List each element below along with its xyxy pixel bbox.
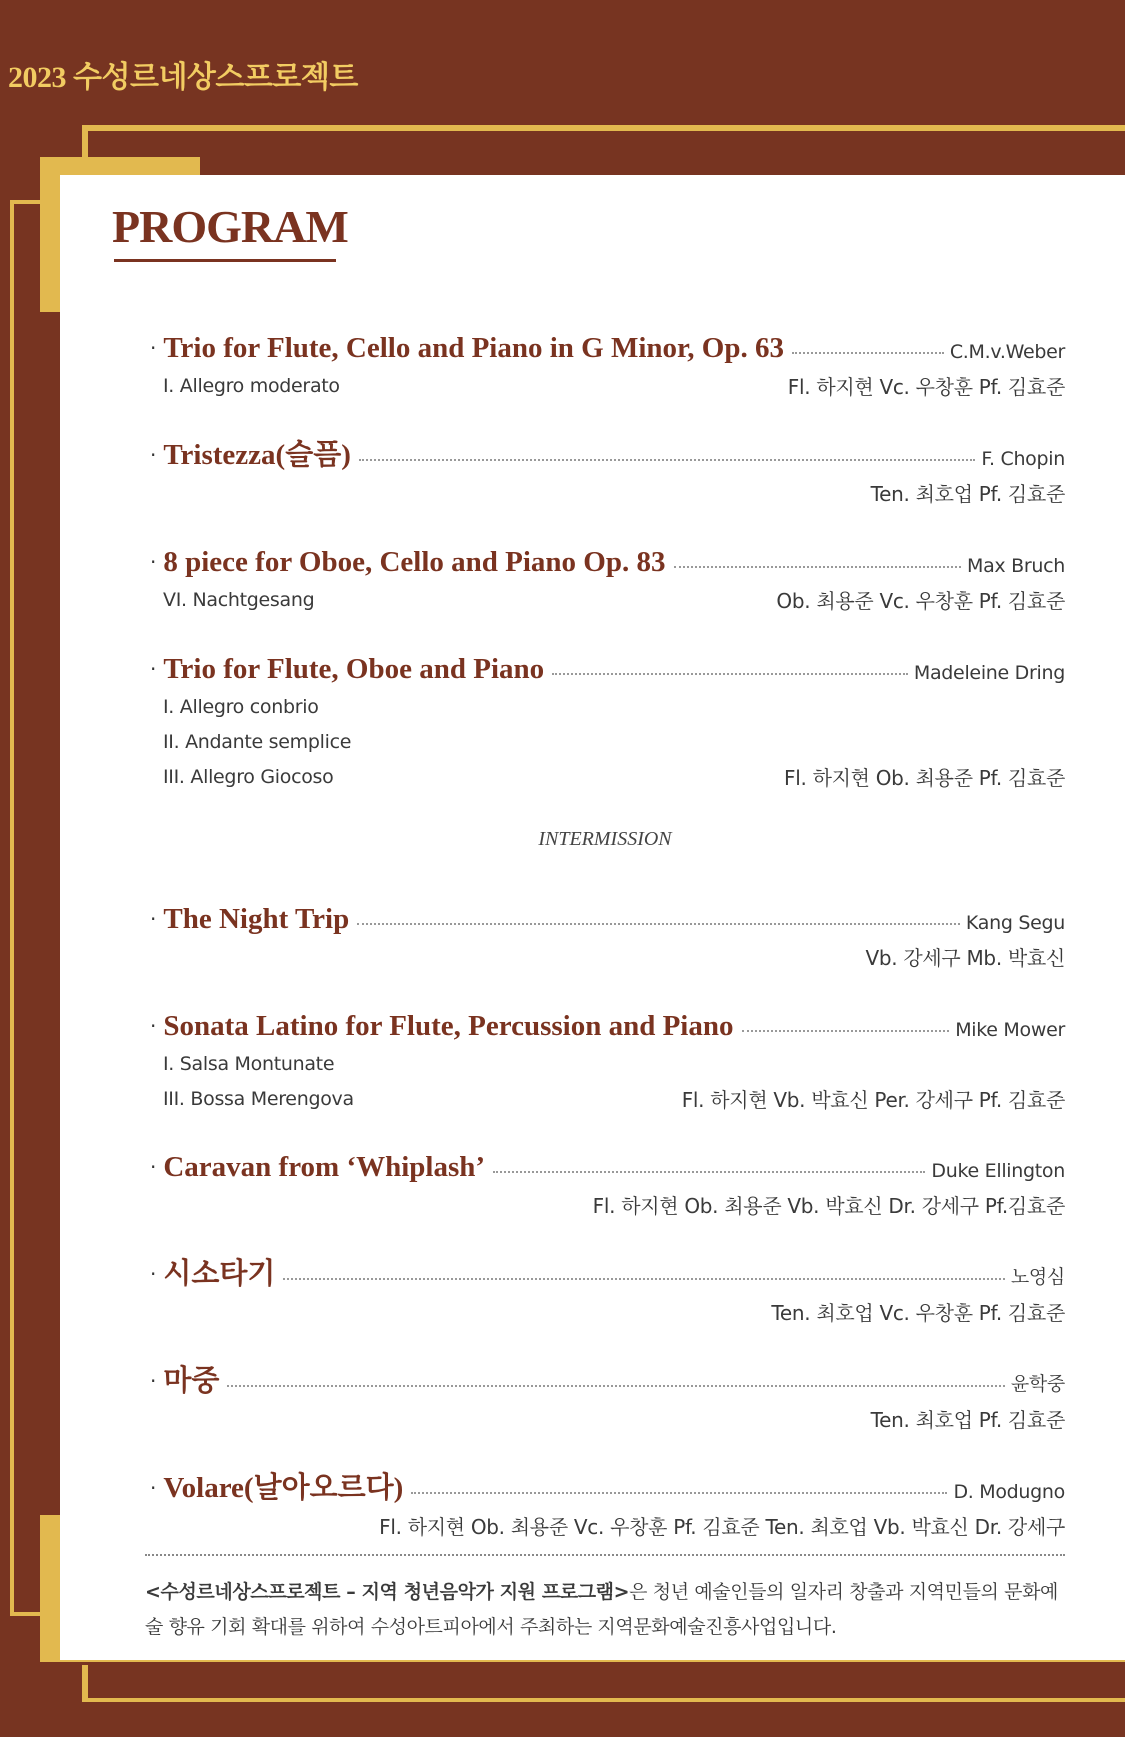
footer-description: 은 청년 예술인들의 일자리 창출과 지역민들의 문화예술 향유 기회 확대를 위하여 수성아트피아에서 주최하는 지역문화예술진흥사업입니다. [145,1581,1058,1638]
program-item [150,1147,1065,1222]
bullet: · [150,443,157,467]
program-item [150,328,1065,403]
piece-title: Sonata Latino for Flute, Percussion and Piano [163,1010,734,1042]
program-item [150,542,1065,617]
movement: I. Allegro conbrio [163,695,319,718]
piece-title: The Night Trip [163,903,350,935]
performers: Ob. 최용준 Vc. 우창훈 Pf. 김효준 [776,589,1065,613]
bullet: · [150,1155,157,1179]
piece-title: Trio for Flute, Oboe and Piano [163,653,545,685]
performers: Fl. 하지현 Ob. 최용준 Pf. 김효준 [784,766,1065,790]
program-item [150,1468,1065,1543]
piece-title: Volare(날아오르다) [163,1472,404,1504]
program-item [150,1361,1065,1436]
performers: Fl. 하지현 Ob. 최용준 Vc. 우창훈 Pf. 김효준 Ten. 최호업 Vb. 박효신 Dr. 강세구 [379,1515,1065,1539]
performers: Ten. 최호업 Vc. 우창훈 Pf. 김효준 [771,1301,1065,1325]
piece-title: Tristezza(슬픔) [163,439,351,471]
bullet: · [150,1476,157,1500]
footer-note [145,1575,1070,1645]
piece-title: Trio for Flute, Cello and Piano in G Minor, Op. 63 [163,332,784,364]
page-title: PROGRAM [112,201,348,252]
performers: Fl. 하지현 Ob. 최용준 Vb. 박효신 Dr. 강세구 Pf.김효준 [592,1194,1065,1218]
movement: I. Salsa Montunate [163,1052,335,1075]
program-item [150,435,1065,510]
header-title: 2023 수성르네상스프로젝트 [8,61,358,94]
composer: Mike Mower [955,1019,1065,1041]
dot-leader [411,1492,947,1494]
movement: I. Allegro moderato [163,374,340,397]
composer: Max Bruch [967,555,1065,577]
bullet: · [150,1369,157,1393]
dot-leader [359,459,976,461]
composer: 노영심 [1010,1266,1065,1288]
intermission-label: INTERMISSION [538,828,672,850]
movement: III. Allegro Giocoso [163,765,334,788]
dot-leader [357,923,960,925]
dot-leader [493,1171,925,1173]
bullet: · [150,907,157,931]
composer: F. Chopin [981,448,1065,470]
dot-leader [742,1030,950,1032]
piece-title: 마중 [163,1365,220,1397]
composer: Duke Ellington [931,1160,1065,1182]
movement: III. Bossa Merengova [163,1087,354,1110]
movement: VI. Nachtgesang [163,588,315,611]
bullet: · [150,1262,157,1286]
movement: II. Andante semplice [163,730,352,753]
bullet: · [150,657,157,681]
performers: Ten. 최호업 Pf. 김효준 [870,482,1065,506]
piece-title: Caravan from ‘Whiplash’ [163,1151,486,1183]
composer: D. Modugno [953,1481,1065,1503]
dot-leader [227,1385,1004,1387]
performers: Fl. 하지현 Vb. 박효신 Per. 강세구 Pf. 김효준 [681,1088,1065,1112]
piece-title: 8 piece for Oboe, Cello and Piano Op. 83 [163,546,666,578]
piece-title: 시소타기 [163,1258,276,1290]
program-item [150,1254,1065,1329]
footer-program-name: <수성르네상스프로젝트 – 지역 청년음악가 지원 프로그램> [145,1581,630,1603]
bullet: · [150,1014,157,1038]
bullet: · [150,550,157,574]
program-item [150,649,1065,794]
program-item [150,1006,1065,1116]
program-item [150,899,1065,974]
dot-leader [792,352,944,354]
dot-leader [674,566,962,568]
title-underline [114,259,336,262]
composer: 윤학중 [1010,1373,1065,1395]
composer: C.M.v.Weber [949,341,1065,363]
dot-leader [283,1278,1004,1280]
performers: Vb. 강세구 Mb. 박효신 [865,946,1065,970]
composer: Madeleine Dring [913,662,1065,684]
performers: Ten. 최호업 Pf. 김효준 [870,1408,1065,1432]
footer-divider [145,1554,1065,1556]
performers: Fl. 하지현 Vc. 우창훈 Pf. 김효준 [787,375,1065,399]
bullet: · [150,336,157,360]
composer: Kang Segu [965,912,1065,934]
dot-leader [552,673,908,675]
